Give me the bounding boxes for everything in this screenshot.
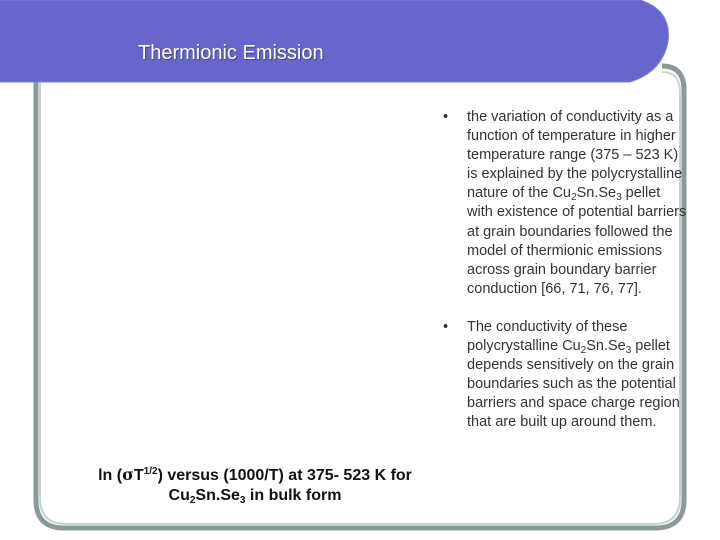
figure-caption: $\ln (\sigma T^{1/2})$ versus (1000/T) at 375- 523 K for $Cu_2Sn.Se_3$ in bulk form — [98, 465, 412, 506]
bullet-text: the variation of conductivity as a function of temperature in higher temperature range (375 – 523 K) is explained by the polycrystalline nature of the $Cu_2Sn.Se_3$ pellet with existence of potential barriers at grain boundaries followed the model of thermionic emissions across grain boundary barrier conduction [66, 71, 76, 77]. — [467, 109, 687, 297]
bullet-list — [443, 108, 688, 452]
sigma-symbol: σ — [122, 465, 134, 484]
bullet-item — [443, 318, 688, 433]
bullet-marker: • — [443, 318, 449, 335]
slide-title: Thermionic Emission — [138, 42, 324, 64]
header-band — [0, 0, 668, 82]
bullet-item — [443, 108, 688, 299]
bullet-text: The conductivity of these polycrystalline $Cu_2Sn.Se_3$ pellet depends sensitively on the grain boundaries such as the potential barriers and space charge region that are built up around them. — [467, 318, 680, 431]
bullet-marker: • — [443, 109, 449, 125]
